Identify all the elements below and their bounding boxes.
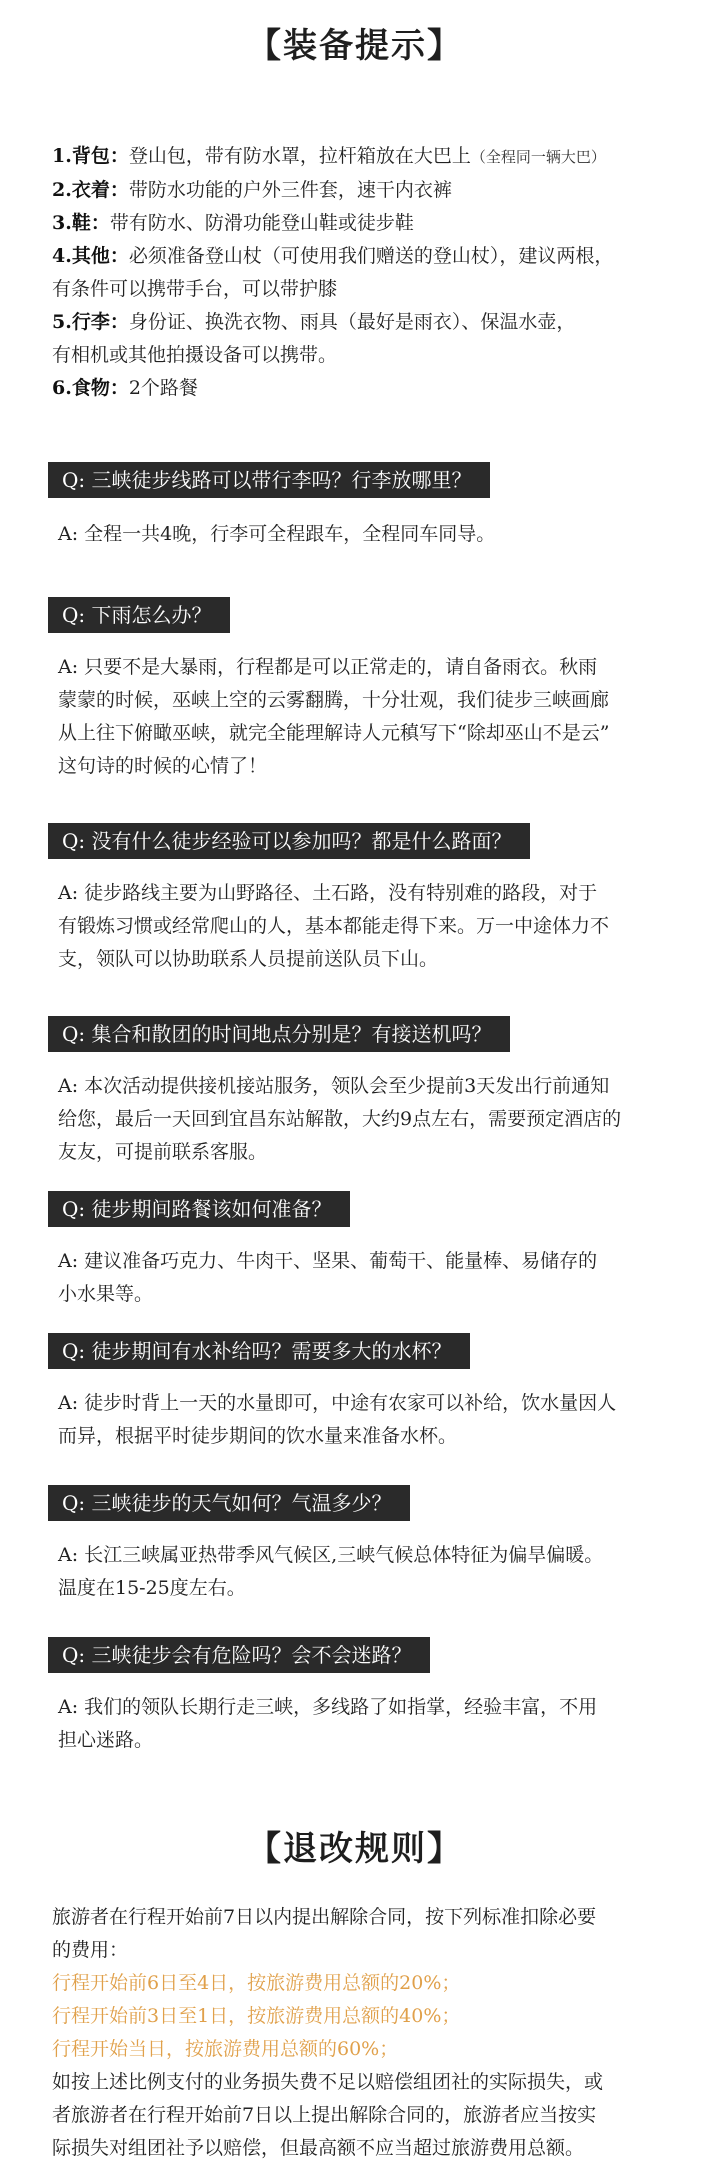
faq-answer-line: A: 徒步时背上一天的水量即可，中途有农家可以补给，饮水量因人 bbox=[58, 1392, 617, 1414]
faq-answer-line: 蒙蒙的时候，巫峡上空的云雾翻腾，十分壮观，我们徒步三峡画廊 bbox=[58, 689, 610, 711]
faq-item-luggage bbox=[52, 462, 658, 551]
faq-item-weather bbox=[52, 1485, 658, 1605]
faq-item-experience bbox=[52, 823, 658, 976]
equipment-item-backpack bbox=[52, 140, 658, 174]
equipment-item-text: 必须准备登山杖（可使用我们赠送的登山杖），建议两根， bbox=[128, 245, 614, 267]
equipment-item-luggage bbox=[52, 306, 658, 339]
faq-answer bbox=[52, 651, 658, 783]
refund-rule-line: 行程开始前3日至1日，按旅游费用总额的40%； bbox=[52, 2005, 461, 2027]
refund-intro-line: 旅游者在行程开始前7日以内提出解除合同，按下列标准扣除必要 bbox=[52, 1906, 597, 1928]
faq-answer-line: 从上往下俯瞰巫峡，就完全能理解诗人元稹写下“除却巫山不是云” bbox=[58, 722, 610, 744]
faq-item-rain bbox=[52, 597, 658, 783]
faq-answer-line: 友友，可提前联系客服。 bbox=[58, 1141, 268, 1163]
equipment-item-note: （全程同一辆大巴） bbox=[470, 148, 606, 166]
faq-question: Q: 徒步期间路餐该如何准备？ bbox=[48, 1191, 350, 1227]
faq-question: Q: 下雨怎么办？ bbox=[48, 597, 230, 633]
faq-answer bbox=[52, 1691, 658, 1757]
faq-answer-line: 担心迷路。 bbox=[58, 1729, 154, 1751]
equipment-item-key: 2.衣着： bbox=[52, 179, 129, 201]
refund-outro-line: 者旅游者在行程开始前7日以上提出解除合同的，旅游者应当按实 bbox=[52, 2104, 597, 2126]
faq-question: Q: 三峡徒步线路可以带行李吗？行李放哪里？ bbox=[48, 462, 490, 498]
faq-item-meeting bbox=[52, 1016, 658, 1169]
faq-answer-line: A: 我们的领队长期行走三峡，多线路了如指掌，经验丰富，不用 bbox=[58, 1696, 598, 1718]
faq-answer bbox=[52, 1245, 658, 1311]
faq-answer-line: 而异，根据平时徒步期间的饮水量来准备水杯。 bbox=[58, 1425, 458, 1447]
faq-question: Q: 三峡徒步的天气如何？气温多少？ bbox=[48, 1485, 410, 1521]
equipment-list bbox=[52, 140, 658, 405]
faq-answer-line: 这句诗的时候的心情了！ bbox=[58, 755, 268, 777]
equipment-item-other bbox=[52, 240, 658, 273]
faq-question: Q: 没有什么徒步经验可以参加吗？都是什么路面？ bbox=[48, 823, 530, 859]
equipment-item-key: 3.鞋： bbox=[52, 212, 110, 234]
equipment-item-key: 5.行李： bbox=[52, 311, 129, 333]
faq-answer-line: 支，领队可以协助联系人员提前送队员下山。 bbox=[58, 948, 439, 970]
refund-body bbox=[52, 1901, 658, 2165]
faq-answer-line: A: 长江三峡属亚热带季风气候区,三峡气候总体特征为偏旱偏暖。 bbox=[58, 1544, 604, 1566]
faq-answer-line: A: 建议准备巧克力、牛肉干、坚果、葡萄干、能量棒、易储存的 bbox=[58, 1250, 598, 1272]
faq-answer-line: 有锻炼习惯或经常爬山的人，基本都能走得下来。万一中途体力不 bbox=[58, 915, 610, 937]
faq-item-water bbox=[52, 1333, 658, 1453]
refund-outro-line: 如按上述比例支付的业务损失费不足以赔偿组团社的实际损失，或 bbox=[52, 2071, 604, 2093]
faq-answer-line: A: 徒步路线主要为山野路径、土石路，没有特别难的路段，对于 bbox=[58, 882, 598, 904]
equipment-item-key: 6.食物： bbox=[52, 377, 129, 399]
equipment-item-text: 2个路餐 bbox=[128, 377, 198, 399]
equipment-item-key: 4.其他： bbox=[52, 245, 129, 267]
equipment-item-text: 带有防水、防滑功能登山鞋或徒步鞋 bbox=[109, 212, 414, 234]
faq-answer bbox=[52, 518, 658, 551]
faq-question: Q: 集合和散团的时间地点分别是？有接送机吗？ bbox=[48, 1016, 510, 1052]
refund-rule-line: 行程开始前6日至4日，按旅游费用总额的20%； bbox=[52, 1972, 461, 1994]
faq-question: Q: 三峡徒步会有危险吗？会不会迷路？ bbox=[48, 1637, 430, 1673]
refund-outro-line: 际损失对组团社予以赔偿，但最高额不应当超过旅游费用总额。 bbox=[52, 2137, 585, 2159]
faq-answer-line: 给您，最后一天回到宜昌东站解散，大约9点左右，需要预定酒店的 bbox=[58, 1108, 622, 1130]
equipment-item-luggage-cont: 有相机或其他拍摄设备可以携带。 bbox=[52, 344, 338, 366]
faq-answer-line: A: 只要不是大暴雨，行程都是可以正常走的，请自备雨衣。秋雨 bbox=[58, 656, 598, 678]
faq-answer bbox=[52, 1539, 658, 1605]
faq-answer bbox=[52, 1070, 658, 1169]
equipment-item-food bbox=[52, 372, 658, 405]
refund-rule-line: 行程开始当日，按旅游费用总额的60%； bbox=[52, 2038, 399, 2060]
faq-answer bbox=[52, 877, 658, 976]
refund-title: 【退改规则】 bbox=[247, 1829, 463, 1869]
faq-item-safety bbox=[52, 1637, 658, 1757]
equipment-item-text: 身份证、换洗衣物、雨具（最好是雨衣）、保温水壶， bbox=[128, 311, 576, 333]
equipment-item-other-cont: 有条件可以携带手台，可以带护膝 bbox=[52, 278, 338, 300]
faq-answer-line: 温度在15-25度左右。 bbox=[58, 1577, 246, 1599]
faq-question: Q: 徒步期间有水补给吗？需要多大的水杯？ bbox=[48, 1333, 470, 1369]
faq-answer-line: A: 本次活动提供接机接站服务，领队会至少提前3天发出行前通知 bbox=[58, 1075, 610, 1097]
equipment-title: 【装备提示】 bbox=[247, 26, 463, 66]
equipment-item-key: 1.背包： bbox=[52, 145, 129, 167]
faq-answer-line: 小水果等。 bbox=[58, 1283, 154, 1305]
refund-intro-line: 的费用： bbox=[52, 1939, 129, 1961]
faq-item-food bbox=[52, 1191, 658, 1311]
faq-answer-line: A: 全程一共4晚，行李可全程跟车，全程同车同导。 bbox=[58, 523, 496, 545]
equipment-item-text: 带防水功能的户外三件套，速干内衣裤 bbox=[128, 179, 452, 201]
equipment-item-text: 登山包，带有防水罩，拉杆箱放在大巴上 bbox=[128, 145, 471, 167]
equipment-item-shoes bbox=[52, 207, 658, 240]
equipment-item-clothing bbox=[52, 174, 658, 207]
faq-answer bbox=[52, 1387, 658, 1453]
